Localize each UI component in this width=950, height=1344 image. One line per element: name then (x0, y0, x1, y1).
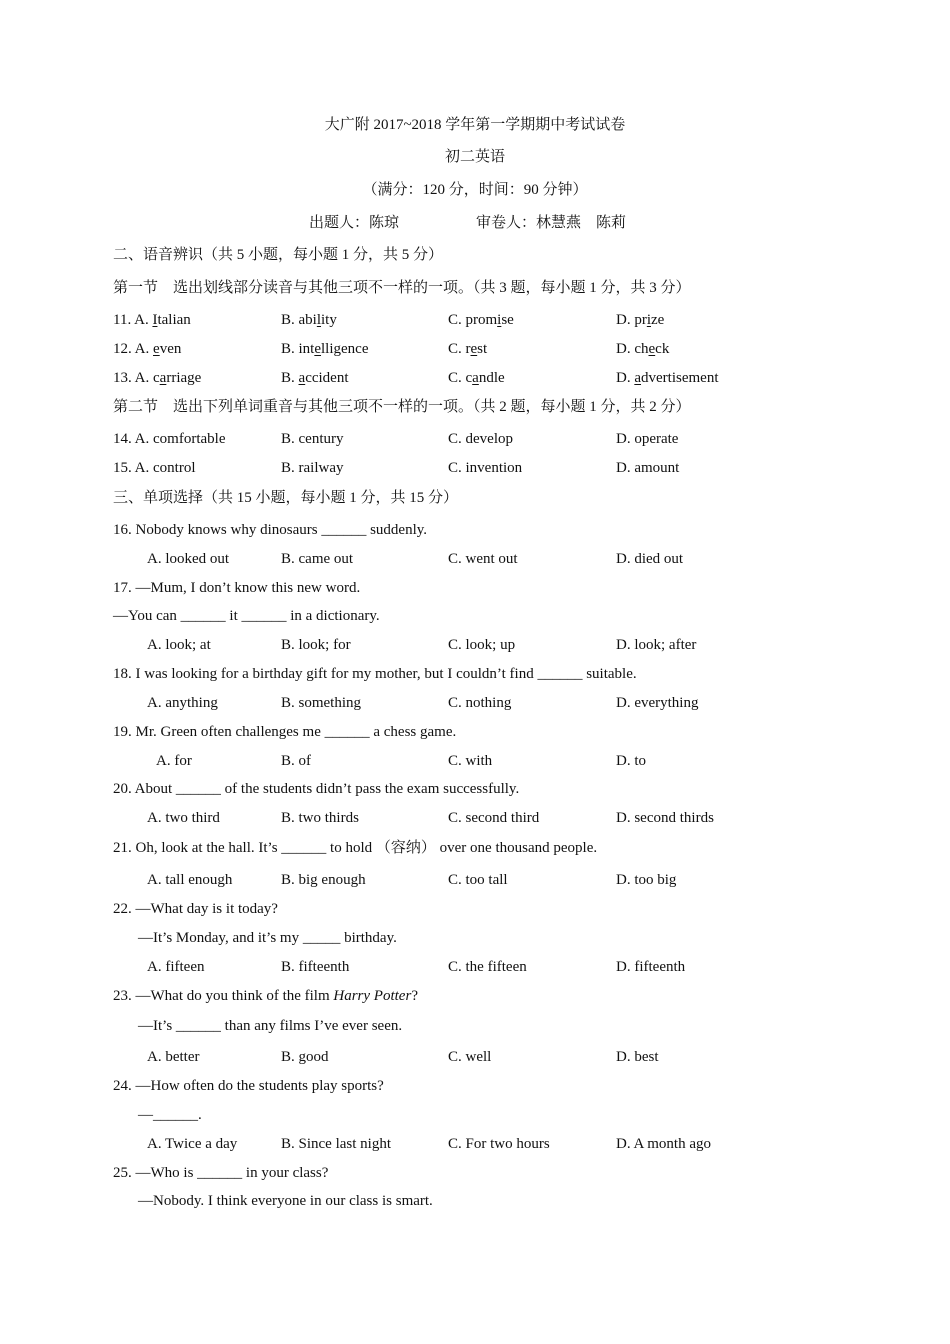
q18-option-b: B. something (281, 695, 362, 711)
q11-option-b: B. ability (281, 312, 337, 328)
q19-option-b: B. of (281, 753, 311, 769)
q21-option-b: B. big enough (281, 872, 366, 888)
q24-option-a: A. Twice a day (147, 1136, 238, 1152)
q19-option-c: C. with (448, 753, 493, 769)
section2-part2: 第二节 选出下列单词重音与其他三项不一样的一项。（共 2 题，每小题 1 分，共 2 分） (113, 399, 691, 415)
q17-stem-reply: —You can ______ it ______ in a dictionary. (113, 608, 380, 624)
q16-option-b: B. came out (281, 551, 354, 567)
q22-option-d: D. fifteenth (616, 959, 686, 975)
q17-option-b: B. look; for (281, 637, 351, 653)
q21-stem: 21. Oh, look at the hall. It’s ______ to hold （容纳） over one thousand people. (113, 840, 598, 856)
q12-option-a: 12. A. even (113, 341, 182, 357)
q23-option-a: A. better (147, 1049, 200, 1065)
q15-option-d: D. amount (616, 460, 680, 476)
q25-stem: 25. —Who is ______ in your class? (113, 1165, 329, 1181)
q13-option-b: B. accident (281, 370, 349, 386)
q22-option-c: C. the fifteen (448, 959, 527, 975)
q11-option-c: C. promise (448, 312, 514, 328)
q22-stem-reply: —It’s Monday, and it’s my _____ birthday. (138, 930, 397, 946)
q23-option-b: B. good (281, 1049, 329, 1065)
q11-option-d: D. prize (616, 312, 665, 328)
q14-option-a: 14. A. comfortable (113, 431, 226, 447)
q24-stem-reply: —______. (138, 1107, 202, 1123)
q20-option-a: A. two third (147, 810, 220, 826)
q13-option-a: 13. A. carriage (113, 370, 202, 386)
reviewer-line: 审卷人：林慧燕 陈莉 (476, 215, 627, 231)
q16-option-a: A. looked out (147, 551, 230, 567)
q22-stem: 22. —What day is it today? (113, 901, 278, 917)
q12-option-c: C. rest (448, 341, 488, 357)
q12-option-b: B. intelligence (281, 341, 369, 357)
q23-option-c: C. well (448, 1049, 492, 1065)
q21-option-d: D. too big (616, 872, 677, 888)
q13-option-c: C. candle (448, 370, 505, 386)
film-title: Harry Potter (333, 988, 412, 1004)
q12-option-d: D. check (616, 341, 670, 357)
q22-option-b: B. fifteenth (281, 959, 350, 975)
q16-stem: 16. Nobody knows why dinosaurs ______ suddenly. (113, 522, 428, 538)
q24-option-c: C. For two hours (448, 1136, 550, 1152)
q20-option-d: D. second thirds (616, 810, 714, 826)
q14-option-c: C. develop (448, 431, 513, 447)
q11-option-a: 11. A. Italian (113, 312, 191, 328)
q25-stem-reply: —Nobody. I think everyone in our class is smart. (138, 1193, 433, 1209)
q23-stem-reply: —It’s ______ than any films I’ve ever seen. (138, 1018, 403, 1034)
q15-option-c: C. invention (448, 460, 523, 476)
q15-option-b: B. railway (281, 460, 344, 476)
q16-option-d: D. died out (616, 551, 684, 567)
section2-part1: 第一节 选出划线部分读音与其他三项不一样的一项。（共 3 题，每小题 1 分，共 3 分） (113, 280, 691, 296)
q14-option-b: B. century (281, 431, 344, 447)
q16-option-c: C. went out (448, 551, 518, 567)
q22-option-a: A. fifteen (147, 959, 205, 975)
q19-option-d: D. to (616, 753, 646, 769)
q17-stem: 17. —Mum, I don’t know this new word. (113, 580, 361, 596)
section3-heading: 三、单项选择（共 15 小题，每小题 1 分，共 15 分） (113, 490, 459, 506)
q17-option-c: C. look; up (448, 637, 516, 653)
setter-line: 出题人：陈琼 (309, 215, 400, 231)
q21-option-a: A. tall enough (147, 872, 233, 888)
q13-option-d: D. advertisement (616, 370, 719, 386)
q24-option-d: D. A month ago (616, 1136, 712, 1152)
exam-meta: （满分：120 分，时间：90 分钟） (362, 182, 588, 198)
q20-stem: 20. About ______ of the students didn’t pass the exam successfully. (113, 781, 520, 797)
q17-option-a: A. look; at (147, 637, 211, 653)
q20-option-c: C. second third (448, 810, 540, 826)
q18-option-a: A. anything (147, 695, 218, 711)
q24-stem: 24. —How often do the students play sports? (113, 1078, 384, 1094)
q18-option-c: C. nothing (448, 695, 512, 711)
q14-option-d: D. operate (616, 431, 679, 447)
q18-option-d: D. everything (616, 695, 699, 711)
exam-subject: 初二英语 (444, 149, 505, 165)
q23-option-d: D. best (616, 1049, 659, 1065)
q23-stem: 23. —What do you think of the film Harry Potter? (113, 988, 418, 1004)
q19-option-a: A. for (156, 753, 192, 769)
q24-option-b: B. Since last night (281, 1136, 391, 1152)
q15-option-a: 15. A. control (113, 460, 196, 476)
q19-stem: 19. Mr. Green often challenges me ______ a chess game. (113, 724, 457, 740)
q20-option-b: B. two thirds (281, 810, 359, 826)
q17-option-d: D. look; after (616, 637, 697, 653)
q21-option-c: C. too tall (448, 872, 508, 888)
section2-heading: 二、语音辨识（共 5 小题，每小题 1 分，共 5 分） (113, 247, 444, 263)
exam-title: 大广附 2017~2018 学年第一学期期中考试试卷 (324, 117, 626, 133)
q18-stem: 18. I was looking for a birthday gift for my mother, but I couldn’t find ______ suitable. (113, 666, 637, 682)
